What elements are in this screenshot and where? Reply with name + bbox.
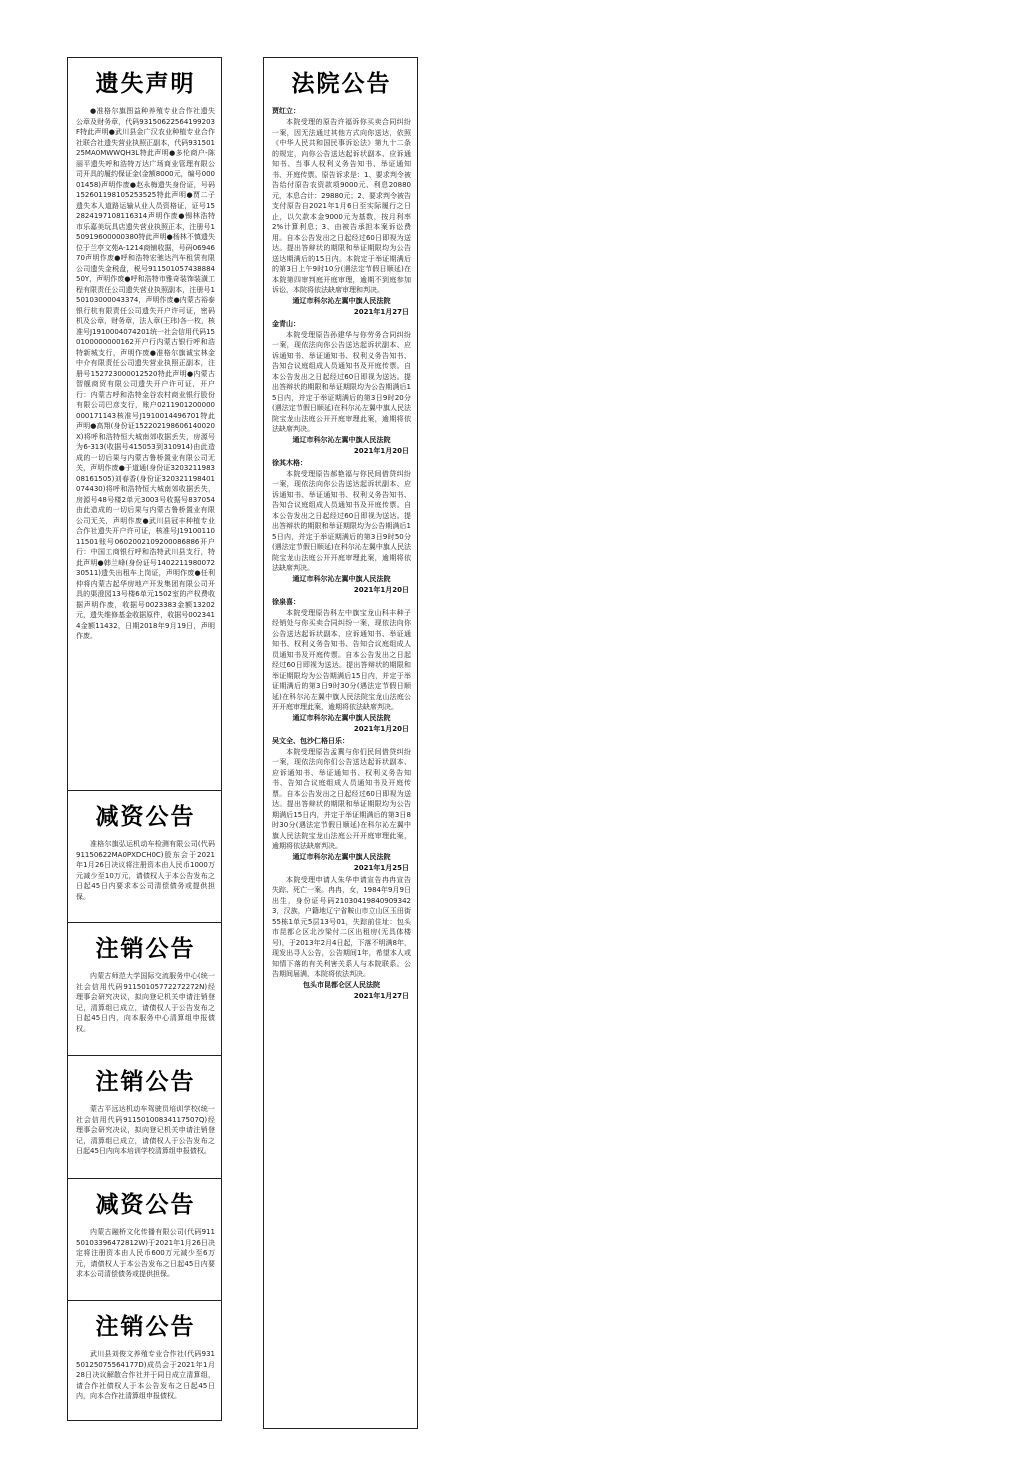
- notice-court: 通辽市科尔沁左翼中旗人民法院: [292, 713, 391, 722]
- section-body: 蒙古平远达机动车驾驶员培训学校(统一社会信用代码91150100834117507Q)经理事会研究决议，拟向登记机关申请注销登记，清算组已成立，请债权人于公告发布之日起45日内向本培训学校清算组申报债权。: [76, 1105, 215, 1155]
- notice-text: 本院受理的原告许福诉你买卖合同纠纷一案，因无法通过其他方式向你送达，依照《中华人民共和国民事诉讼法》第九十二条的规定，向你公告送达起诉状副本、应诉通知书、当事人权利义务告知书、举证通知书、开庭传票。原告诉求是：1、要求判令被告给付原告农资款项9000元、利息20880元，本息合计：29880元；2、要求判令被告支付原告自2021年1月6日至实际履行之日止，以欠款本金9000元为基数，按月利率2%计算利息；3、由被告承担本案诉讼费用。自本公告发出之日起经过60日即视为送达。提出答辩状的期限和举证期限均为公告送达期满后的15日内。本院定于举证期满后的第3日上午9时10分(遇法定节假日顺延)在本院第四审判庭开庭审理，逾期不到庭参加诉讼，本院将依法缺席审理和判决。: [272, 118, 411, 294]
- notice-text: 本院受理原告郝艳福与你民间借贷纠纷一案，现依法向你公告送达起诉状副本、应诉通知书、举证通知书、权利义务告知书、告知合议庭组成人员通知书及开庭传票。自本公告发出之日起经过60日即视为送达。提出答辩状的期限和举证期限均为公告期满后15日内，并定于举证期满后的第3日9时50分(遇法定节假日顺延)在科尔沁左翼中旗人民法院宝龙山法庭公开开庭审理此案，逾期将依法缺席判决。: [272, 469, 411, 572]
- section-title: 注销公告: [95, 935, 196, 962]
- notice-text: 本院受理申请人朱华申请宣告冉冉宣告失踪、死亡一案。冉冉，女，1984年9月9日出生，身份证号码210304198409093423，汉族，户籍地辽宁省鞍山市立山区玉田街55栋1单元5层13号01，失踪前住址：包头市昆都仑区北沙梁付二区出租房(无具体楼号)，于2013年2月4日起，下落不明满8年，现发出寻人公告，公告期间1年，希望本人或知情下落的有关利害关系人与本院联系。公告期间届满，本院将依法判决。: [272, 875, 411, 978]
- notice-court: 通辽市科尔沁左翼中旗人民法院: [292, 435, 391, 444]
- notice-date: 2021年1月27日: [353, 307, 409, 316]
- notice-addressee: 金青山：: [272, 319, 300, 328]
- section-body: ●准格尔旗图益种养殖专业合作社遗失公章及财务章，代码93150622564199203F特此声明●武川县金广汉农业种植专业合作社联合社遗失营业执照正副本，代码93150125MA0MWWQH3L特此声明●多伦商户-陈丽平遗失呼和浩特万达广场商业管理有限公司开具的履约保证金(金额8000元，编号00001458)声明作废●赵永梅遗失身份证，号码152601198105253525特此声明●贾二子遗失本人道路运输从业人员资格证，证号152824197108116314声明作废●锡林浩特市乐嘉美玩具店遗失营业执照正本，注册号150919600000380特此声明●杨林不慎遗失位于兰亭文苑A-1214商铺收据，号码0694670声明作废●呼和浩特宏驰达汽车租赁有限公司遗失金税盘，税号91150105743888450Y，声明作废●呼和浩特市雅奇装饰装潢工程有限责任公司遗失营业执照副本，注册号150103000043374，声明作废●内蒙古裕泰银行杭有限责任公司遗失开户许可证，密码机及公章，财务章，法人章(王玮)各一枚，核准号J1910004074201统一社会信用代码150100000000162开户行内蒙古银行呼和浩特新城支行，声明作废●准格尔旗诚宝林金中介有限责任公司遗失营业执照正副本，注册号152723000012520特此声明●内蒙古智舰商贸有限公司遗失开户许可证，开户行：内蒙古呼和浩特金谷农村商业银行股份有限公司巴彦支行，账户0211901200000000171143核准号J1910014496701特此声明●高翔(身份证152202198606140020X)将呼和浩特恒大城南郊收据丢失，房源号为6-313(收据号415053到310914)由此造成的一切后果与内蒙古鲁桥置业有限公司无关，声明作废●于道通(身份证320321198308161505)刘春香(身份证320321198401074430)将呼和浩特恒大城南郊收据丢失，房源号48号楼2单元3003号收据号837054由此造成的一切后果与内蒙古鲁桥置业有限公司无关，声明作废●武川县冠丰种植专业合作社遗失开户许可证，核准号J1910011011501账号0602002109200086886开户行：中国工商银行呼和浩特武川县支行，特此声明●韩兰峰(身份证号140221198007230511)遗失出租车上岗证，声明作废●任利仲将内蒙古起华房地产开发集团有限公司开具的渠澄园13号楼6单元1502室的产权费收据声明作废，收据号0023383金额13202元，遗失维修基金收据原件，收据号0023414金额11432，日期2018年9月19日，声明作废。: [76, 107, 215, 640]
- notice-box-deregistration: [68, 1056, 221, 1179]
- notice-addressee: 徐其木格：: [272, 458, 307, 467]
- section-body: 内蒙古师范大学国际交流服务中心(统一社会信用代码91150105772272272N)经理事会研究决议，拟向登记机关申请注销登记，清算组已成立，请债权人于公告发布之日起45日内，向本服务中心清算组申报债权。: [76, 972, 215, 1033]
- right-column-court-notices: [263, 57, 418, 1429]
- notice-box-deregistration: [68, 1301, 221, 1420]
- notice-box-deregistration: [68, 923, 221, 1056]
- notice-date: 2021年1月20日: [353, 724, 409, 733]
- court-notice-box: [264, 58, 417, 1428]
- section-title: 注销公告: [95, 1313, 196, 1340]
- section-body: 武川县刘俊文养殖专业合作社(代码93150125075564177D)成员会于2021年1月28日决议解散合作社并于同日成立清算组，请合作社债权人于本公告发布之日起45日内，向本合作社清算组申报债权。: [76, 1350, 215, 1400]
- court-notice: [272, 597, 411, 735]
- notice-court: 通辽市科尔沁左翼中旗人民法院: [292, 574, 391, 583]
- section-title: 减资公告: [95, 803, 196, 830]
- court-notice: [272, 319, 411, 457]
- section-title: 遗失声明: [95, 70, 196, 97]
- notice-date: 2021年1月25日: [353, 863, 409, 872]
- section-body: 内蒙古融桥文化传播有限公司(代码91150103396472812W)于2021年1月26日决定将注册资本由人民币600万元减少至6万元，请债权人于本公告发布之日起45日内要求本公司清偿债务或提供担保。: [76, 1228, 215, 1278]
- section-title: 减资公告: [95, 1191, 196, 1218]
- court-notice: [272, 458, 411, 596]
- notice-box-capital-reduction: [68, 791, 221, 923]
- notice-court: 通辽市科尔沁左翼中旗人民法院: [292, 852, 391, 861]
- notice-addressee: 徐泉喜：: [272, 597, 300, 606]
- notice-text: 本院受理原告孟冀与你们民间借贷纠纷一案，现依法向你们公告送达起诉状副本、应诉通知书、举证通知书、权利义务告知书、告知合议庭组成人员通知书及开庭传票。自本公告发出之日起经过60日即视为送达。提出答辩状的期限和举证期限均为公告期满后15日内，并定于举证期满后的第3日8时30分(遇法定节假日顺延)在科尔沁左翼中旗人民法院宝龙山法庭公开开庭审理此案，逾期将依法缺席判决。: [272, 747, 411, 850]
- notice-box-capital-reduction: [68, 1179, 221, 1301]
- notice-date: 2021年1月27日: [353, 991, 409, 1000]
- court-notice: [272, 106, 411, 318]
- notice-date: 2021年1月20日: [353, 446, 409, 455]
- court-notice: [272, 736, 411, 874]
- notice-text: 本院受理原告科左中旗宝龙山科丰种子经销处与你买卖合同纠纷一案，现依法向你公告送达起诉状副本、应诉通知书、举证通知书、权利义务告知书、告知合议庭组成人员通知书及开庭传票。自本公告发出之日起经过60日即视为送达。提出答辩状的期限和举证期限均为公告期满后15日内，并定于举证期满后的第3日9时30分(遇法定节假日顺延)在科尔沁左翼中旗人民法院宝龙山法庭公开开庭审理此案，逾期将依法缺席判决。: [272, 608, 411, 711]
- notice-text: 本院受理原告孙建华与你劳务合同纠纷一案，现依法向你公告送达起诉状副本、应诉通知书、举证通知书、权利义务告知书、告知合议庭组成人员通知书及开庭传票。自本公告发出之日起经过60日即视为送达。提出答辩状的期限和举证期限均为公告期满后15日内，并定于举证期满后的第3日9时20分(遇法定节假日顺延)在科尔沁左翼中旗人民法院宝龙山法庭公开开庭审理此案，逾期将依法缺席判决。: [272, 330, 411, 433]
- section-title: 法院公告: [291, 70, 392, 97]
- notice-addressee: 吴文全、包沙仁格日乐：: [272, 736, 349, 745]
- section-body: 准格尔旗弘运机动车检测有限公司(代码91150622MA0PXDCH0C)股东会于2021年1月26日决议将注册资本由人民币1000万元减少至10万元，请债权人于本公告发布之日起45日内要求本公司清偿债务或提供担保。: [76, 840, 215, 901]
- notice-addressee: 贾红立：: [272, 107, 300, 115]
- section-title: 注销公告: [95, 1068, 196, 1095]
- left-column: [67, 57, 222, 1421]
- notice-box-lost-declaration: [68, 58, 221, 791]
- notice-court: 通辽市科尔沁左翼中旗人民法院: [292, 296, 391, 305]
- notice-court: 包头市昆都仑区人民法院: [303, 980, 380, 989]
- court-notice: [272, 875, 411, 1002]
- notice-date: 2021年1月20日: [353, 585, 409, 594]
